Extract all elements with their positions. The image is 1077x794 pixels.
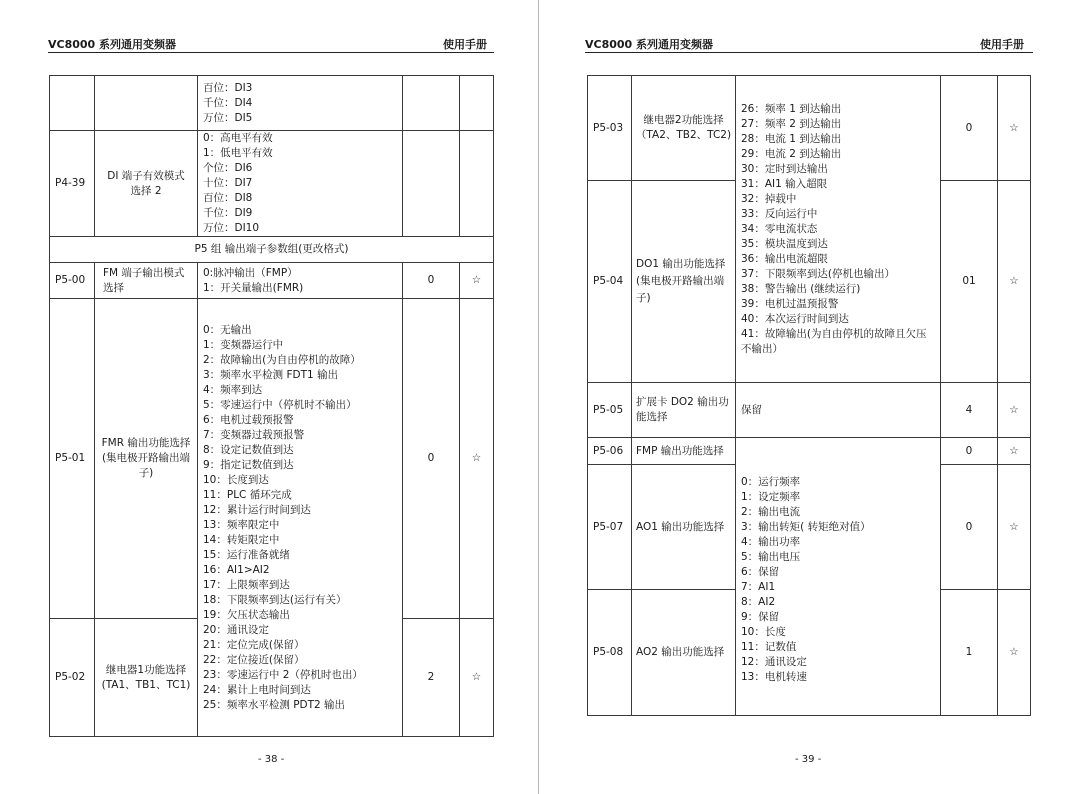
list-item: 4：频率到达 [203, 383, 263, 396]
default-value: 0 [941, 76, 998, 181]
list-item: 10：长度到达 [203, 473, 269, 486]
list-item: 3：频率水平检测 FDT1 输出 [203, 368, 339, 381]
table-row [588, 438, 1031, 465]
list-item: 39：电机过温预报警 [741, 297, 839, 310]
list-item: 27：频率 2 到达输出 [741, 117, 842, 130]
list-item: 2：故障输出(为自由停机的故障） [203, 353, 361, 366]
list-item: 3：输出转矩( 转矩绝对值） [741, 520, 871, 533]
list-item: 11：PLC 循环完成 [203, 488, 292, 501]
list-item: 千位：DI9 [203, 207, 253, 219]
parameter-table-right [587, 75, 1031, 716]
list-item: 百位：DI8 [203, 192, 253, 204]
list-item: 17：上限频率到达 [203, 578, 290, 591]
list-item: 38：警告输出 (继续运行) [741, 282, 861, 295]
star-icon: ☆ [998, 465, 1031, 590]
param-values: 保留 [736, 383, 941, 438]
param-values [198, 263, 403, 299]
default-value: 0 [941, 465, 998, 590]
param-code: P5-05 [588, 383, 632, 438]
star-icon: ☆ [460, 263, 494, 299]
header-title: VC8000 系列通用变频器 [585, 38, 714, 51]
list-item: 16：AI1>AI2 [203, 563, 270, 576]
param-name: AO2 输出功能选择 [632, 590, 736, 716]
list-item: 7：AI1 [741, 580, 776, 593]
table-row [50, 299, 494, 619]
header-manual: 使用手册 [443, 38, 487, 51]
list-item: 9：保留 [741, 610, 780, 623]
page-number: - 39 - [795, 754, 822, 765]
table-row [50, 131, 494, 237]
list-item: 25：频率水平检测 PDT2 输出 [203, 698, 346, 711]
list-item: 4：输出功率 [741, 535, 801, 548]
list-item: 34：零电流状态 [741, 222, 818, 235]
list-item: 2：输出电流 [741, 505, 801, 518]
param-name: FM 端子输出模式选择 [95, 263, 198, 299]
list-item: 14：转矩限定中 [203, 533, 280, 546]
list-item: 24：累计上电时间到达 [203, 683, 311, 696]
default-value: 0 [403, 263, 460, 299]
default-value: 0 [403, 299, 460, 619]
default-value: 4 [941, 383, 998, 438]
star-icon: ☆ [460, 299, 494, 619]
list-item: 0：运行频率 [741, 475, 801, 488]
list-item: 31：AI1 输入超限 [741, 177, 828, 190]
group-title: P5 组 输出端子参数组(更改格式) [50, 237, 494, 263]
list-item: 1：设定频率 [741, 490, 801, 503]
list-item: 26：频率 1 到达输出 [741, 102, 842, 115]
param-name: 继电器2功能选择（TA2、TB2、TC2) [632, 76, 736, 181]
list-item: 22：定位接近(保留） [203, 653, 305, 666]
list-item: 11：记数值 [741, 640, 797, 653]
param-code: P5-00 [50, 263, 95, 299]
parameter-table-left [49, 75, 494, 737]
list-item: 37：下限频率到达(停机也输出） [741, 267, 895, 280]
star-icon: ☆ [998, 76, 1031, 181]
list-item: 10：长度 [741, 625, 786, 638]
param-name: FMR 输出功能选择(集电极开路输出端子) [95, 299, 198, 619]
list-item: 35：模块温度到达 [741, 237, 828, 250]
default-value: 0 [941, 438, 998, 465]
list-item: 0:脉冲输出（FMP） [203, 266, 298, 279]
list-item: 12：通讯设定 [741, 655, 807, 668]
list-item: 十位：DI7 [203, 177, 253, 189]
digit-lines-top [198, 76, 403, 131]
list-item: 32：掉载中 [741, 192, 797, 205]
list-item: 12：累计运行时间到达 [203, 503, 311, 516]
list-item: 18：下限频率到达(运行有关） [203, 593, 347, 606]
default-value: 01 [941, 181, 998, 383]
list-item: 21：定位完成(保留） [203, 638, 305, 651]
param-name: 继电器1功能选择(TA1、TB1、TC1) [95, 619, 198, 737]
param-name: DO1 输出功能选择(集电极开路输出端子) [632, 181, 736, 383]
list-item: 20：通讯设定 [203, 623, 269, 636]
list-item: 29：电流 2 到达输出 [741, 147, 842, 160]
list-item: 9：指定记数值到达 [203, 458, 294, 471]
param-code: P5-06 [588, 438, 632, 465]
list-item: 8：设定记数值到达 [203, 443, 294, 456]
list-item: 28：电流 1 到达输出 [741, 132, 842, 145]
list-item: 36：输出电流超限 [741, 252, 828, 265]
header-rule [585, 52, 1033, 53]
param-name: AO1 输出功能选择 [632, 465, 736, 590]
list-item: 23：零速运行中 2（停机时也出） [203, 668, 363, 681]
param-name: 扩展卡 DO2 输出功能选择 [632, 383, 736, 438]
param-code: P5-02 [50, 619, 95, 737]
list-item: 1：变频器运行中 [203, 338, 284, 351]
list-item: 5：输出电压 [741, 550, 801, 563]
table-row [50, 263, 494, 299]
param-name: FMP 输出功能选择 [632, 438, 736, 465]
header-manual: 使用手册 [980, 38, 1024, 51]
star-icon: ☆ [998, 383, 1031, 438]
list-item: 1：开关量输出(FMR) [203, 281, 304, 294]
star-icon: ☆ [998, 590, 1031, 716]
param-code: P5-03 [588, 76, 632, 181]
list-item: 个位：DI6 [203, 162, 253, 174]
list-item: 0：无输出 [203, 323, 252, 336]
table-row [588, 76, 1031, 181]
list-item: 5：零速运行中（停机时不输出） [203, 398, 357, 411]
list-item: 6：电机过载预报警 [203, 413, 294, 426]
default-value: 1 [941, 590, 998, 716]
list-item: 15：运行准备就绪 [203, 548, 290, 561]
list-item: 13：频率限定中 [203, 518, 280, 531]
table-row [50, 237, 494, 263]
param-code: P5-01 [50, 299, 95, 619]
header-rule [48, 52, 494, 53]
star-icon: ☆ [998, 181, 1031, 383]
list-item: 19：欠压状态输出 [203, 608, 290, 621]
param-code: P5-04 [588, 181, 632, 383]
list-item: 百位：DI3 [203, 81, 253, 94]
list-item: 6：保留 [741, 565, 780, 578]
param-name: DI 端子有效模式选择 2 [95, 131, 198, 237]
header-title: VC8000 系列通用变频器 [48, 38, 177, 51]
param-code: P4-39 [50, 131, 95, 237]
param-values [198, 131, 403, 237]
right-page [539, 0, 1077, 794]
table-row [50, 76, 494, 131]
list-item: 8：AI2 [741, 595, 776, 608]
list-item: 1：低电平有效 [203, 147, 273, 159]
list-item: 41：故障输出(为自由停机的故障且欠压不输出） [741, 327, 927, 355]
default-value: 2 [403, 619, 460, 737]
list-item: 30：定时到达输出 [741, 162, 828, 175]
list-item: 40：本次运行时间到达 [741, 312, 849, 325]
left-page [0, 0, 538, 794]
list-item: 7：变频器过载预报警 [203, 428, 305, 441]
analog-list [736, 438, 941, 716]
table-row [588, 383, 1031, 438]
star-icon: ☆ [460, 619, 494, 737]
list-item: 13：电机转速 [741, 670, 807, 683]
list-item: 0：高电平有效 [203, 132, 273, 144]
star-icon: ☆ [998, 438, 1031, 465]
list-item: 33：反向运行中 [741, 207, 818, 220]
param-code: P5-07 [588, 465, 632, 590]
function-list [736, 76, 941, 383]
function-list [198, 299, 403, 737]
list-item: 千位：DI4 [203, 96, 253, 109]
param-code: P5-08 [588, 590, 632, 716]
list-item: 万位：DI10 [203, 222, 260, 234]
page-number: - 38 - [258, 754, 285, 765]
list-item: 万位：DI5 [203, 111, 253, 124]
